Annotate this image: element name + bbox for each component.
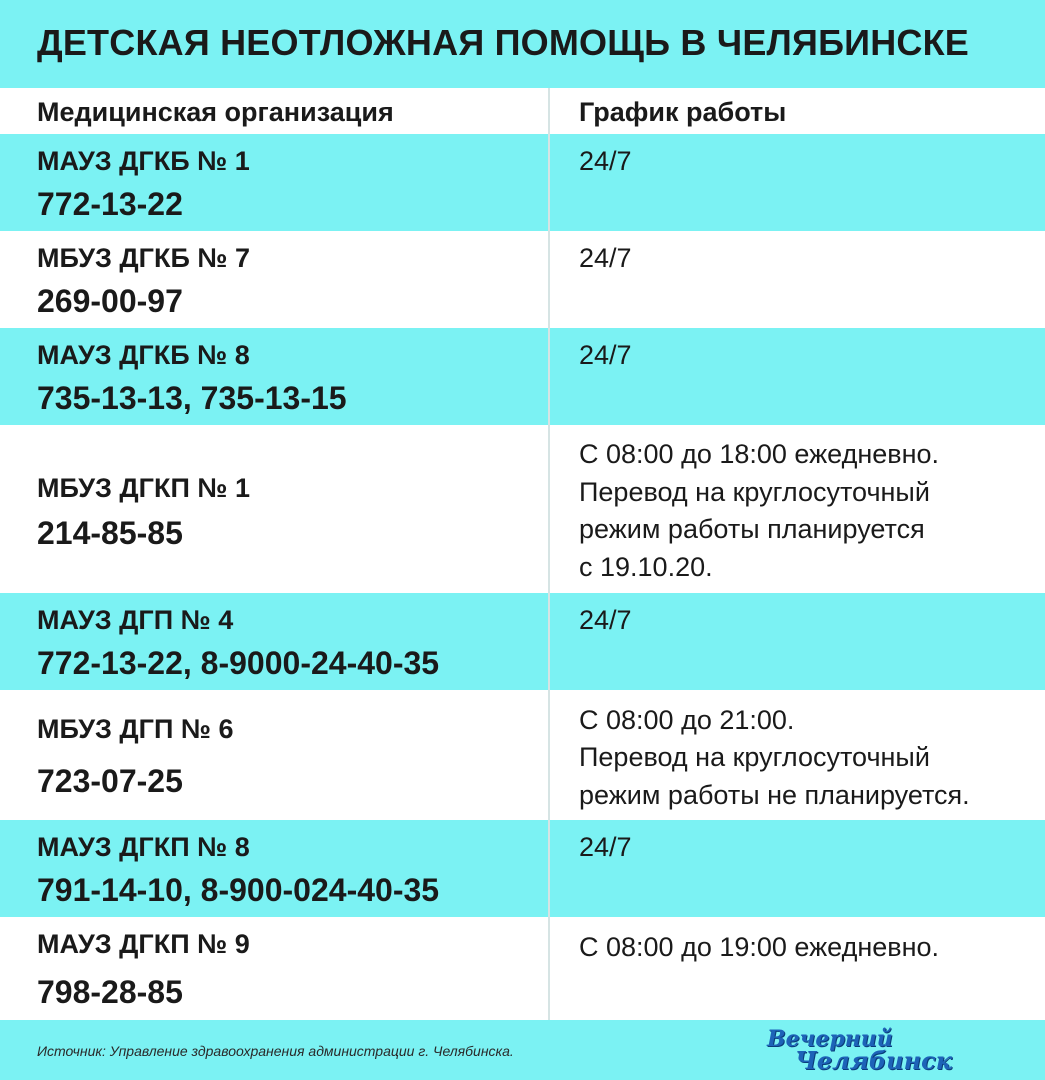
schedule-line: с 19.10.20. [579, 552, 713, 582]
org-name: МБУЗ ДГП № 6 [37, 714, 234, 744]
org-phone: 723-07-25 [37, 763, 183, 799]
schedule-line: режим работы не планируется. [579, 780, 970, 810]
page-title: ДЕТСКАЯ НЕОТЛОЖНАЯ ПОМОЩЬ В ЧЕЛЯБИНСКЕ [37, 22, 969, 63]
schedule-line: Перевод на круглосуточный [579, 742, 930, 772]
schedule-line: 24/7 [579, 832, 632, 862]
schedule-line: 24/7 [579, 340, 632, 370]
publisher-logo [765, 1026, 970, 1076]
schedule-line: режим работы планируется [579, 514, 925, 544]
column-header-organization: Медицинская организация [37, 97, 394, 127]
schedule-line: Перевод на круглосуточный [579, 477, 930, 507]
org-phone: 214-85-85 [37, 515, 183, 551]
schedule-line: С 08:00 до 18:00 ежедневно. [579, 439, 940, 469]
schedule-line: 24/7 [579, 243, 632, 273]
schedule-line: 24/7 [579, 146, 632, 176]
org-phone: 269-00-97 [37, 283, 183, 319]
source-note: Источник: Управление здравоохранения администрации г. Челябинска. [37, 1043, 514, 1059]
column-header-schedule: График работы [579, 97, 787, 127]
logo-line-2: Челябинск [795, 1046, 952, 1075]
org-name: МАУЗ ДГКП № 9 [37, 929, 250, 959]
logo-line-1: Вечерний [767, 1026, 893, 1052]
org-phone: 791-14-10, 8-900-024-40-35 [37, 872, 440, 908]
org-name: МБУЗ ДГКБ № 7 [37, 243, 250, 273]
org-name: МБУЗ ДГКП № 1 [37, 473, 250, 503]
org-phone: 735-13-13, 735-13-15 [37, 380, 347, 416]
column-divider [548, 88, 550, 1020]
org-name: МАУЗ ДГКБ № 1 [37, 146, 250, 176]
org-name: МАУЗ ДГП № 4 [37, 605, 234, 635]
schedule-line: 24/7 [579, 605, 632, 635]
org-name: МАУЗ ДГКП № 8 [37, 832, 250, 862]
org-phone: 772-13-22 [37, 186, 183, 222]
schedule-line: С 08:00 до 19:00 ежедневно. [579, 932, 940, 962]
org-phone: 798-28-85 [37, 974, 183, 1010]
org-phone: 772-13-22, 8-9000-24-40-35 [37, 645, 440, 681]
org-name: МАУЗ ДГКБ № 8 [37, 340, 250, 370]
schedule-line: С 08:00 до 21:00. [579, 705, 795, 735]
